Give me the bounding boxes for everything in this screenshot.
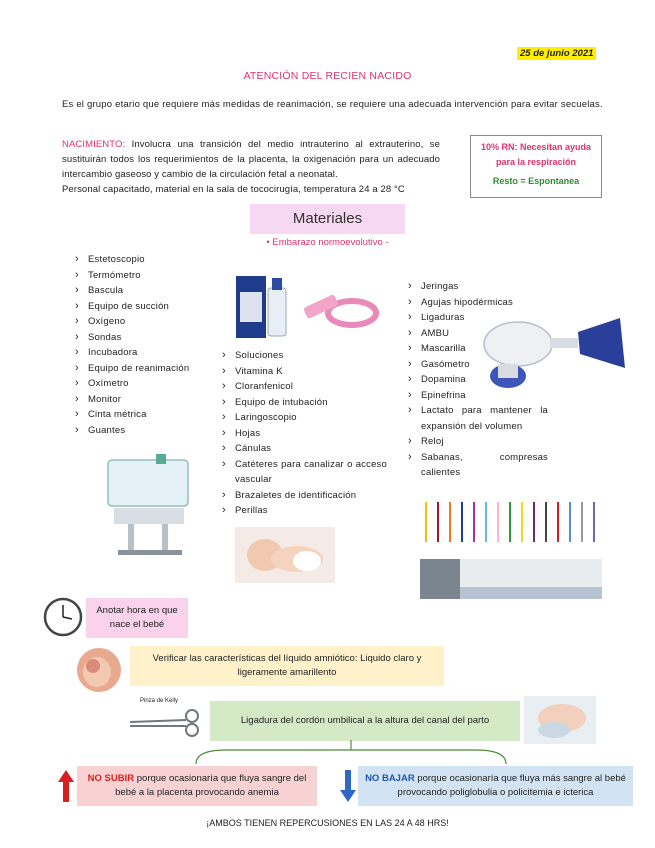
list-item: › Cánulas [222,441,387,457]
list-item: › Laringoscopio [222,410,387,426]
list-item: › Sondas [75,330,225,346]
rn-line-1: 10% RN: Necesitan ayuda [480,142,592,152]
page-title: ATENCIÓN DEL RECIEN NACIDO [243,70,412,82]
list-item: › Termómetro [75,268,225,284]
intro-paragraph: Es el grupo etario que requiere más medidas de reanimación, se requiere una adecuada intervención para evitar secuelas. [62,99,603,110]
anotar-hora-box: Anotar hora en que nace el bebé [86,598,188,638]
uterus-image [73,642,125,694]
no-bajar-text: porque ocasionaría que fluya más sangre al bebé provocando poliglobulia o policitemia e icterica [397,773,626,798]
branch-connector [186,740,516,766]
list-item: › Ligaduras [408,310,548,326]
ligadura-cordon-box: Ligadura del cordón umbilical a la altura del canal del parto [210,701,520,741]
list-item: › Hojas [222,426,387,442]
list-item: › Oxímetro [75,376,225,392]
personal-paragraph: Personal capacitado, material en la sala de tococirugía, temperatura 24 a 28 °C [62,184,405,195]
ambu-bag-image [480,308,630,396]
list-item: › Soluciones [222,348,387,364]
footer-note: ¡AMBOS TIENEN REPERCUSIONES EN LAS 24 A 48 HRS! [206,818,449,828]
list-item: › Jeringas [408,279,548,295]
list-item: › Brazaletes de identificación [222,488,387,504]
liquido-amniotico-box: Verificar las características del líquido amniótico: Liquido claro y ligeramente amarillento [130,646,444,686]
materiales-subtitle: • Embarazo normoevolutivo - [266,237,389,248]
id-bracelet-image [300,283,380,333]
list-item: › Mascarilla [408,341,548,357]
list-item: › Perillas [222,503,387,519]
arrow-down-icon [340,770,356,802]
baby-diaper-image [235,527,335,583]
list-item: › Equipo de succión [75,299,225,315]
list-item: › Monitor [75,392,225,408]
list-item: › Cinta métrica [75,407,225,423]
list-item: › Gasómetro [408,357,548,373]
list-item: › AMBU [408,326,548,342]
forceps-image [126,702,210,742]
clock-icon [43,597,83,637]
list-item: › Lactato para mantener la expansión del volumen [408,403,548,434]
no-bajar-keyword: NO BAJAR [365,773,415,784]
materials-list-2 [222,348,387,519]
no-bajar-box [358,766,633,806]
nacimiento-label: NACIMIENTO: [62,139,126,150]
list-item: › Reloj [408,434,548,450]
list-item: › Equipo de reanimación [75,361,225,377]
rn-line-2: para la respiración [495,157,577,167]
list-item: › Bascula [75,283,225,299]
arrow-up-icon [58,770,74,802]
vitamin-bottle-image [234,270,290,340]
list-item: › Agujas hipodérmicas [408,295,548,311]
date-label: 25 de junio 2021 [517,47,596,60]
list-item: › Guantes [75,423,225,439]
rn-line-3: Resto = Espontanea [492,176,580,186]
materiales-heading: Materiales [250,204,405,234]
nacimiento-paragraph [62,137,440,182]
list-item: › Catéteres para canalizar o acceso vascular [222,457,387,488]
no-subir-keyword: NO SUBIR [87,773,135,784]
materials-list-1 [75,252,225,438]
list-item: › Epinefrina [408,388,548,404]
nacimiento-text: Involucra una transición del medio intrauterino al extrauterino, se sustituirán todos los requerimientos de la placenta, la oxigenación para un adecuado intercambio gaseoso y cambio de la circulación fetal a neonatal. [62,139,440,180]
no-subir-text: porque ocasionaría que fluya sangre del bebé a la placenta provocando anemia [115,773,307,798]
needles-chart-image [420,487,602,602]
list-item: › Estetoscopio [75,252,225,268]
list-item: › Oxígeno [75,314,225,330]
list-item: › Dopamina [408,372,548,388]
no-subir-box [77,766,317,806]
list-item: › Incubadora [75,345,225,361]
forceps-label: Pinza de Kelly [140,698,179,704]
list-item: › Vitamina K [222,364,387,380]
rn-info-box [470,135,602,198]
incubator-image [100,452,198,562]
list-item: › Sabanas, compresas calientes [408,450,548,481]
list-item: › Cloranfenicol [222,379,387,395]
newborn-cord-image [524,696,596,744]
list-item: › Equipo de intubación [222,395,387,411]
